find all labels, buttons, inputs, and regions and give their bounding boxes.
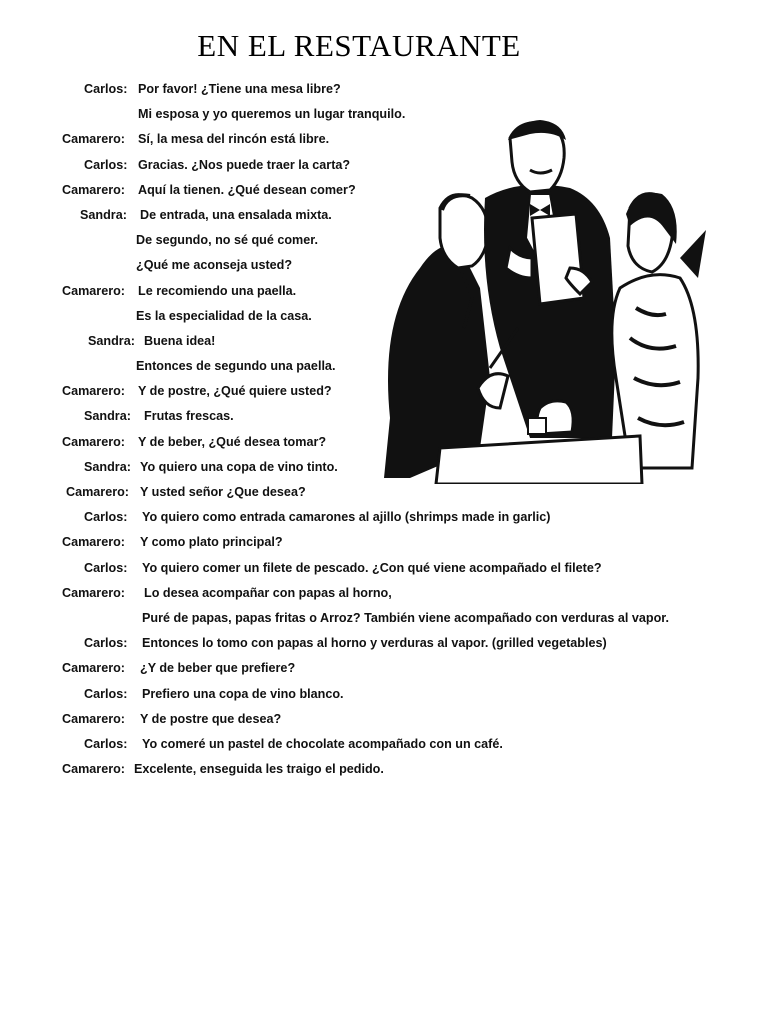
speaker-label: Carlos: <box>84 82 128 96</box>
dialogue-text: Prefiero una copa de vino blanco. <box>142 686 344 701</box>
speaker-label: Camarero: <box>62 132 125 147</box>
dialogue-text: Buena idea! <box>144 333 216 348</box>
dialogue-text: ¿Y de beber que prefiere? <box>140 661 296 676</box>
dialogue-text: Yo quiero como entrada camarones al ajillo (shrimps made in garlic) <box>142 510 551 525</box>
speaker-label: Camarero: <box>62 434 125 449</box>
speaker-label: Sandra: <box>80 207 127 222</box>
speaker-label: Carlos: <box>84 157 128 172</box>
speaker-label: Carlos: <box>84 736 128 751</box>
speaker-label: Sandra: <box>84 459 131 474</box>
speaker-label: Camarero: <box>62 535 125 550</box>
dialogue-line <box>0 582 768 607</box>
dialogue-text: Por favor! ¿Tiene una mesa libre? <box>138 82 341 96</box>
dialogue-line <box>0 78 768 103</box>
dialogue-text: Y usted señor ¿Que desea? <box>140 485 306 499</box>
speaker-label: Camarero: <box>62 585 125 600</box>
speaker-label: Carlos: <box>84 510 128 525</box>
dialogue-text: Mi esposa y yo queremos un lugar tranquilo. <box>138 107 406 122</box>
speaker-label: Camarero: <box>62 182 125 197</box>
speaker-label: Camarero: <box>62 384 125 399</box>
speaker-label: Camarero: <box>62 283 125 298</box>
dialogue-text: Lo desea acompañar con papas al horno, <box>144 585 392 600</box>
dialogue-line <box>0 657 768 682</box>
speaker-label: Camarero: <box>62 762 125 777</box>
dialogue-text: Y de beber, ¿Qué desea tomar? <box>138 434 327 449</box>
dialogue-line <box>0 531 768 556</box>
dialogue-text: Gracias. ¿Nos puede traer la carta? <box>138 157 351 172</box>
dialogue-text: Frutas frescas. <box>144 409 234 424</box>
speaker-label: Sandra: <box>84 409 131 424</box>
speaker-label: Carlos: <box>84 560 128 575</box>
waiter-taking-order-illustration <box>380 118 716 484</box>
dialogue-text: Aquí la tienen. ¿Qué desean comer? <box>138 182 356 197</box>
dialogue-text: Y de postre que desea? <box>140 711 282 726</box>
dialogue-line <box>0 683 768 708</box>
speaker-label: Carlos: <box>84 636 128 651</box>
speaker-label: Camarero: <box>62 661 125 676</box>
speaker-label: Camarero: <box>66 485 129 499</box>
dialogue-line <box>0 607 768 632</box>
dialogue-text: Sí, la mesa del rincón está libre. <box>138 132 330 147</box>
dialogue-text: Excelente, enseguida les traigo el pedido. <box>134 762 384 777</box>
dialogue-line <box>0 632 768 657</box>
dialogue-text: De entrada, una ensalada mixta. <box>140 207 332 222</box>
dialogue-line <box>0 708 768 733</box>
dialogue-line <box>0 557 768 582</box>
speaker-label: Sandra: <box>88 333 135 348</box>
dialogue-line <box>0 758 768 783</box>
dialogue-text: Yo comeré un pastel de chocolate acompañado con un café. <box>142 736 503 751</box>
dialogue-text: De segundo, no sé qué comer. <box>136 233 318 248</box>
dialogue-text: Yo quiero una copa de vino tinto. <box>140 459 338 474</box>
dialogue-text: Le recomiendo una paella. <box>138 283 297 298</box>
dialogue-text: Entonces de segundo una paella. <box>136 359 336 374</box>
speaker-label: Carlos: <box>84 686 128 701</box>
dialogue-text: Es la especialidad de la casa. <box>136 308 312 323</box>
dialogue-text: Entonces lo tomo con papas al horno y verduras al vapor. (grilled vegetables) <box>142 636 607 651</box>
dialogue-text: Yo quiero comer un filete de pescado. ¿Con qué viene acompañado el filete? <box>142 560 602 575</box>
dialogue-text: Puré de papas, papas fritas o Arroz? También viene acompañado con verduras al vapor. <box>142 610 669 625</box>
dialogue-line <box>0 506 768 531</box>
dialogue-text: ¿Qué me aconseja usted? <box>136 258 293 273</box>
dialogue-text: Y como plato principal? <box>140 535 283 550</box>
dialogue-text: Y de postre, ¿Qué quiere usted? <box>138 384 332 399</box>
dialogue-line <box>0 733 768 758</box>
page-title: EN EL RESTAURANTE <box>197 28 521 63</box>
speaker-label: Camarero: <box>62 711 125 726</box>
dialogue-line <box>0 481 768 506</box>
